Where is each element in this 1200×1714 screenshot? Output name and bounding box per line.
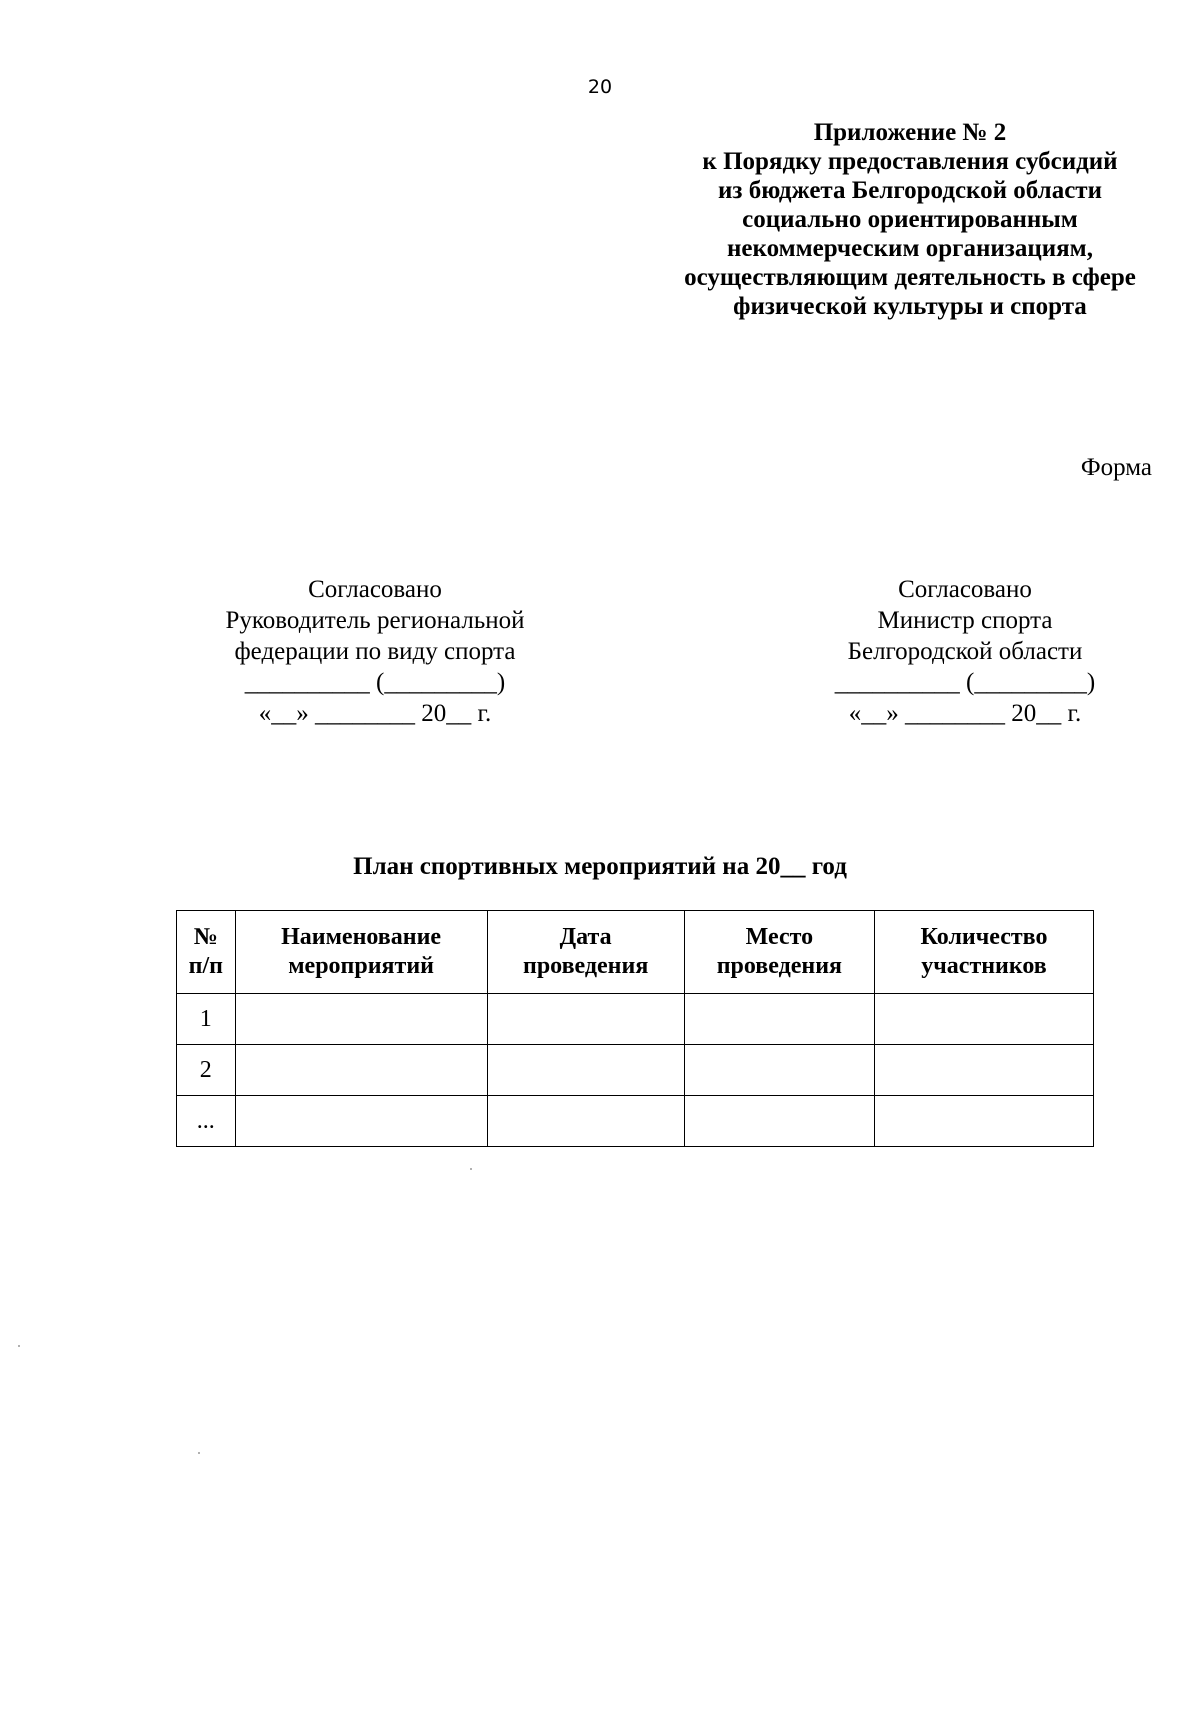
approval-position: Белгородской области bbox=[847, 638, 1083, 665]
appendix-header bbox=[650, 118, 1170, 321]
appendix-line: Приложение № 2 bbox=[813, 119, 1007, 146]
table-cell-number: ... bbox=[177, 1096, 236, 1147]
table-cell-number: 1 bbox=[177, 994, 236, 1045]
header-text: № bbox=[193, 924, 218, 950]
table-cell bbox=[875, 1045, 1094, 1096]
date-line: «__» ________ 20__ г. bbox=[848, 700, 1082, 727]
appendix-line: социально ориентированным bbox=[742, 206, 1078, 233]
table-cell-number: 2 bbox=[177, 1045, 236, 1096]
appendix-line: осуществляющим деятельность в сфере bbox=[684, 264, 1136, 291]
plan-title: План спортивных мероприятий на 20__ год bbox=[353, 853, 847, 880]
scan-speck bbox=[470, 1168, 472, 1170]
appendix-line: к Порядку предоставления субсидий bbox=[702, 148, 1118, 175]
table-cell bbox=[235, 994, 487, 1045]
table-cell bbox=[235, 1045, 487, 1096]
appendix-line: физической культуры и спорта bbox=[733, 293, 1087, 320]
header-cell-place bbox=[684, 911, 874, 994]
date-line: «__» ________ 20__ г. bbox=[258, 700, 492, 727]
approval-position: Руководитель региональной bbox=[225, 607, 525, 634]
signature-line: __________ (_________) bbox=[834, 669, 1096, 696]
scan-speck bbox=[198, 1452, 200, 1454]
header-text: Количество bbox=[920, 924, 1048, 950]
header-text: Наименование bbox=[281, 924, 442, 950]
header-cell-name bbox=[235, 911, 487, 994]
appendix-line: некоммерческим организациям, bbox=[727, 235, 1093, 262]
signature-line: __________ (_________) bbox=[244, 669, 506, 696]
approval-block-right bbox=[800, 574, 1130, 729]
header-cell-number bbox=[177, 911, 236, 994]
page-number: 20 bbox=[587, 76, 613, 98]
table-cell bbox=[875, 1096, 1094, 1147]
table-cell bbox=[684, 1096, 874, 1147]
header-text: участников bbox=[921, 953, 1047, 979]
table-row bbox=[177, 1096, 1094, 1147]
header-text: проведения bbox=[716, 953, 843, 979]
approval-heading: Согласовано bbox=[308, 576, 442, 603]
header-text: проведения bbox=[523, 953, 649, 979]
header-text: мероприятий bbox=[288, 953, 434, 979]
scan-speck bbox=[18, 1345, 20, 1347]
approval-position: Министр спорта bbox=[877, 607, 1053, 634]
header-text: п/п bbox=[188, 953, 223, 979]
table-cell bbox=[684, 1045, 874, 1096]
approval-position: федерации по виду спорта bbox=[234, 638, 516, 665]
table-cell bbox=[235, 1096, 487, 1147]
table-cell bbox=[875, 994, 1094, 1045]
events-plan-table bbox=[176, 910, 1094, 1147]
header-cell-participants bbox=[875, 911, 1094, 994]
table-header-row bbox=[177, 911, 1094, 994]
appendix-line: из бюджета Белгородской области bbox=[718, 177, 1102, 204]
header-text: Место bbox=[745, 924, 814, 950]
table-row bbox=[177, 1045, 1094, 1096]
table-row bbox=[177, 994, 1094, 1045]
table-cell bbox=[684, 994, 874, 1045]
table-cell bbox=[487, 1096, 684, 1147]
header-text: Дата bbox=[559, 924, 612, 950]
approval-block-left bbox=[200, 574, 550, 729]
table-cell bbox=[487, 1045, 684, 1096]
form-label: Форма bbox=[1080, 454, 1152, 481]
header-cell-date bbox=[487, 911, 684, 994]
approval-heading: Согласовано bbox=[898, 576, 1032, 603]
table-cell bbox=[487, 994, 684, 1045]
